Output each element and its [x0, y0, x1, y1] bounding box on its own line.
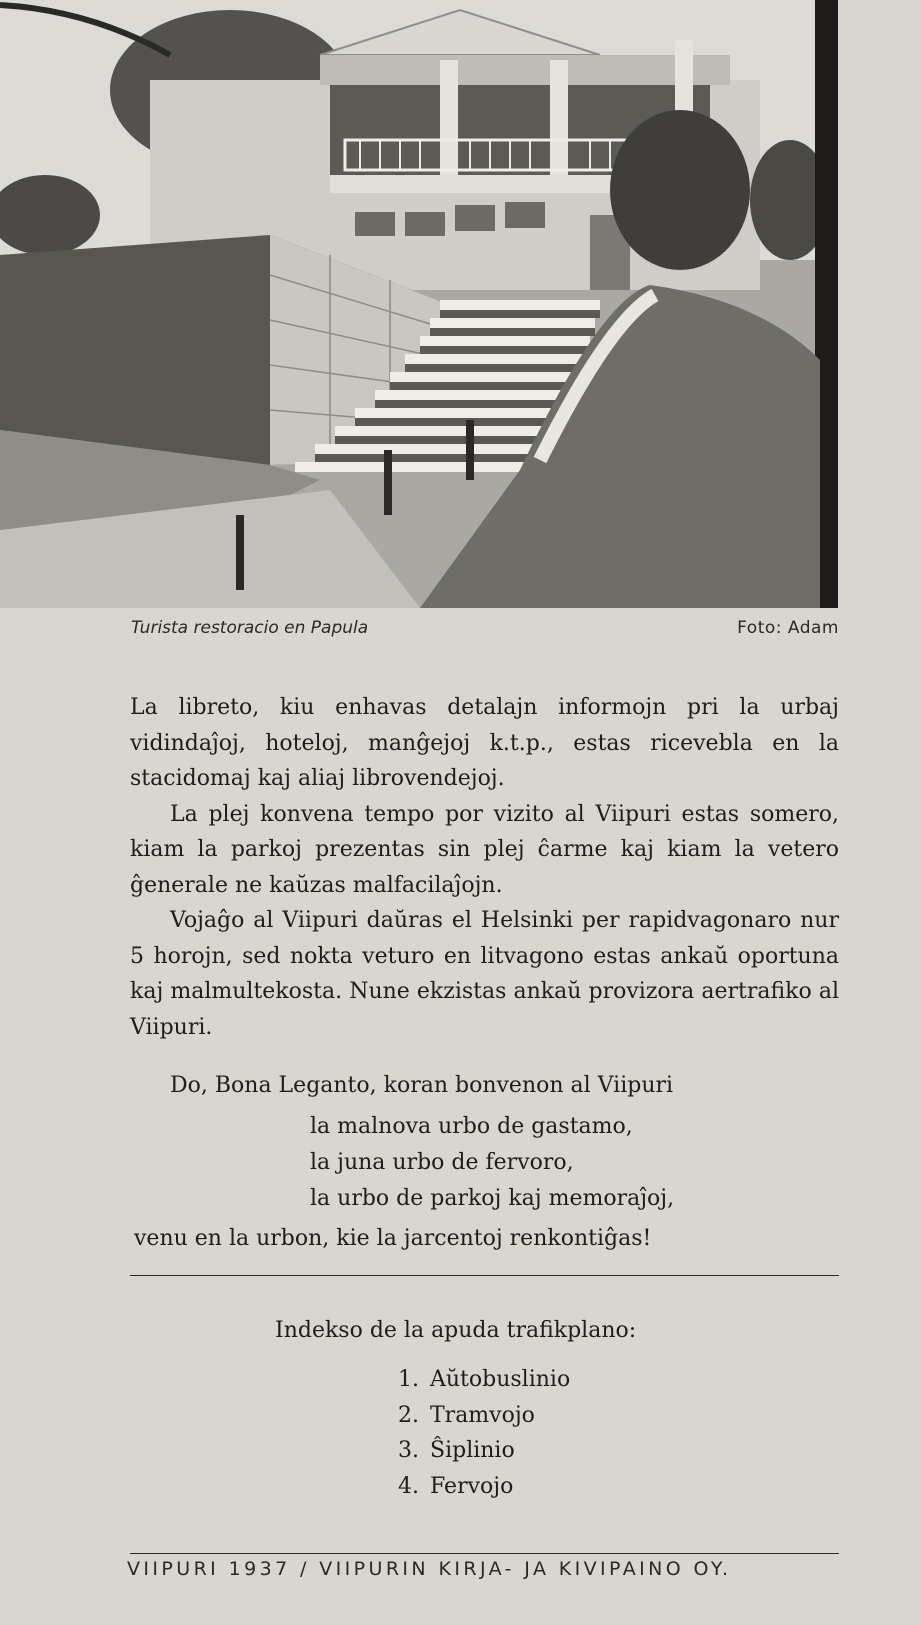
restaurant-photo-illustration — [0, 0, 838, 608]
photo-caption-row — [131, 618, 839, 644]
index-list — [398, 1362, 570, 1504]
index-item-tram — [398, 1398, 570, 1434]
verse-line-3: la urbo de parkoj kaj memoraĵoj, — [310, 1186, 675, 1211]
index-item-number: 3. — [398, 1438, 419, 1463]
paragraph-2: La plej konvena tempo por vizito al Viipuri estas somero, kiam la parkoj prezentas sin plej ĉarme kaj kiam la vetero ĝenerale ne kaŭzas malfacilaĵojn. — [130, 801, 839, 898]
index-item-bus — [398, 1362, 570, 1398]
index-item-ship — [398, 1433, 570, 1469]
closing-line: venu en la urbon, kie la jarcentoj renkontiĝas! — [134, 1226, 652, 1251]
verse-block — [310, 1109, 674, 1217]
index-item-number: 4. — [398, 1473, 419, 1499]
verse-line-2: la juna urbo de fervoro, — [310, 1150, 574, 1175]
greeting-line: Do, Bona Leganto, koran bonvenon al Viipuri — [170, 1073, 674, 1098]
index-item-number: 2. — [398, 1402, 419, 1428]
paragraph-3: Vojaĝo al Viipuri daŭras el Helsinki per rapidvagonaro nur 5 horojn, sed nokta veturo en litvagono estas ankaŭ oportuna kaj malmultekosta. Nune ekzistas ankaŭ provizora aertrafiko al Viipuri. — [130, 908, 839, 1040]
body-text — [130, 690, 839, 1045]
index-item-label: Aŭtobuslinio — [430, 1367, 571, 1392]
footer-imprint: VIIPURI 1937 / VIIPURIN KIRJA- JA KIVIPAINO OY. — [127, 1558, 732, 1580]
index-item-railway — [398, 1469, 570, 1505]
photo-credit: Foto: Adam — [737, 618, 839, 638]
index-item-label: Tramvojo — [430, 1402, 535, 1428]
verse-line-1: la malnova urbo de gastamo, — [310, 1114, 633, 1139]
paragraph-1: La libreto, kiu enhavas detalajn informojn pri la urbaj vidindaĵoj, hoteloj, manĝejoj k.t.p., estas ricevebla en la stacidomaj kaj aliaj librovendejoj. — [130, 695, 839, 791]
index-item-number: 1. — [398, 1367, 419, 1392]
divider — [130, 1275, 839, 1276]
restaurant-photo — [0, 0, 838, 608]
index-item-label: Ŝiplinio — [430, 1438, 515, 1463]
index-item-label: Fervojo — [430, 1473, 514, 1499]
index-heading: Indekso de la apuda trafikplano: — [275, 1318, 637, 1343]
footer-divider — [130, 1553, 839, 1554]
photo-caption: Turista restoracio en Papula — [131, 618, 369, 638]
